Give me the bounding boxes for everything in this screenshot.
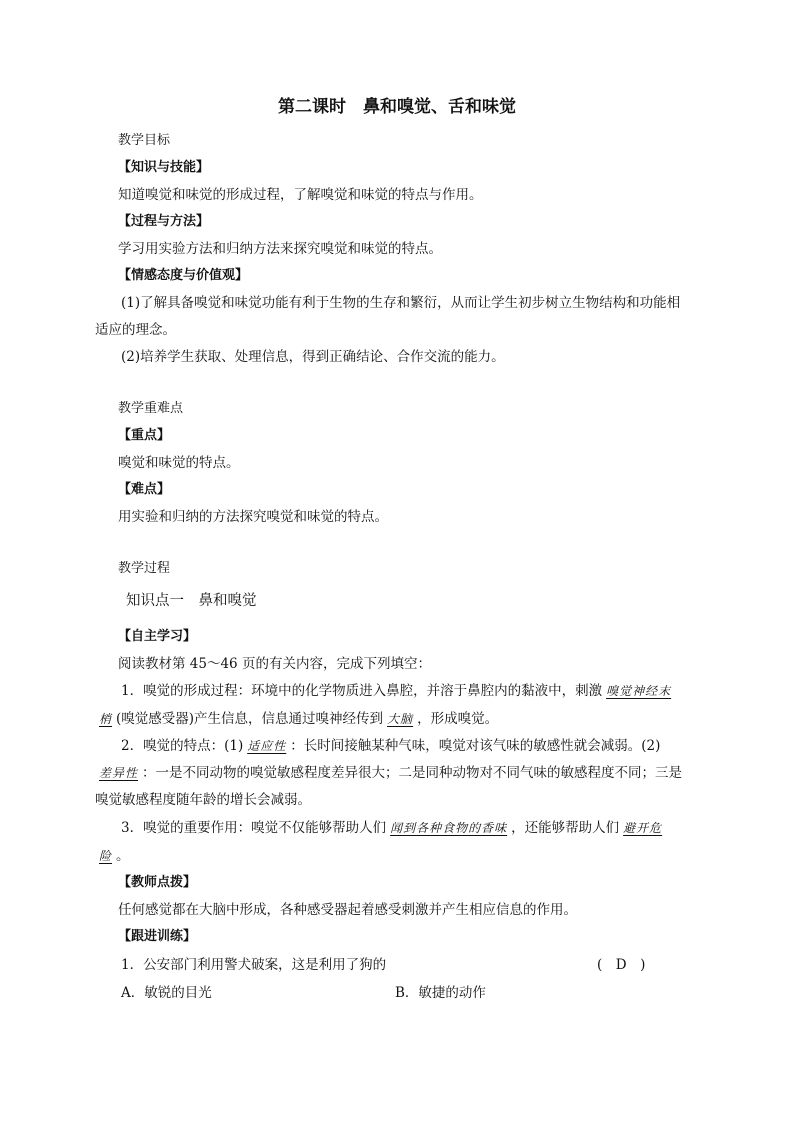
question-2-line-c: 嗅觉敏感程度随年龄的增长会减弱。 bbox=[95, 792, 311, 808]
question-3-line-a: 3．嗅觉的重要作用：嗅觉不仅能够帮助人们 闻到各种食物的香味 ，还能够帮助人们 避开危 bbox=[121, 818, 666, 838]
process-heading: 教学过程 bbox=[118, 561, 171, 576]
fill-answer: 险 bbox=[99, 849, 113, 863]
fill-answer: 大脑 bbox=[387, 712, 414, 726]
knowledge-text: 知道嗅觉和味觉的形成过程，了解嗅觉和味觉的特点与作用。 bbox=[118, 187, 483, 203]
focus-heading: 教学重难点 bbox=[118, 401, 184, 416]
question-2-line-b: 差异性 ：一是不同动物的嗅觉敏感程度差异很大；二是同种动物对不同气味的敏感程度不同；三是 bbox=[95, 763, 682, 783]
teacher-text: 任何感觉都在大脑中形成，各种感受器起着感受刺激并产生相应信息的作用。 bbox=[118, 902, 577, 918]
exercise-1-answer: ( D ) bbox=[597, 957, 646, 973]
attitude-label: 【情感态度与价值观】 bbox=[118, 268, 249, 283]
hard-text: 用实验和归纳的方法探究嗅觉和味觉的特点。 bbox=[118, 509, 388, 525]
fill-answer: 梢 bbox=[99, 712, 113, 726]
process-label: 【过程与方法】 bbox=[118, 214, 210, 229]
fill-answer: 适应性 bbox=[247, 739, 287, 753]
question-3-line-b: 险 。 bbox=[95, 846, 130, 866]
attitude-1-line-a: (1)了解具备嗅觉和味觉功能有利于生物的生存和繁衍，从而让学生初步树立生物结构和功能相 bbox=[121, 295, 681, 311]
self-study-label: 【自主学习】 bbox=[118, 629, 197, 644]
option-a: A．敏锐的目光 bbox=[121, 985, 212, 1001]
question-2-line-a: 2．嗅觉的特点：(1) 适应性 ：长时间接触某种气味，嗅觉对该气味的敏感性就会减弱。(2) bbox=[121, 738, 661, 754]
attitude-1-line-b: 适应的理念。 bbox=[95, 322, 176, 338]
knowledge-label: 【知识与技能】 bbox=[118, 160, 210, 175]
goals-heading: 教学目标 bbox=[118, 133, 171, 148]
key-label: 【重点】 bbox=[118, 428, 171, 443]
page-title: 第二课时 鼻和嗅觉、舌和味觉 bbox=[278, 97, 516, 117]
training-label: 【跟进训练】 bbox=[118, 929, 197, 944]
knowledge-point-1: 知识点一 鼻和嗅觉 bbox=[126, 593, 257, 609]
option-b: B．敏捷的动作 bbox=[395, 985, 486, 1001]
fill-answer: 差异性 bbox=[99, 766, 139, 780]
fill-answer: 避开危 bbox=[623, 821, 663, 835]
key-text: 嗅觉和味觉的特点。 bbox=[118, 455, 240, 471]
teacher-label: 【教师点拨】 bbox=[118, 875, 197, 890]
process-text: 学习用实验方法和归纳方法来探究嗅觉和味觉的特点。 bbox=[118, 241, 442, 257]
fill-answer: 嗅觉神经末 bbox=[606, 684, 672, 698]
hard-label: 【难点】 bbox=[118, 482, 171, 497]
question-1-line-b: 梢 (嗅觉感受器)产生信息，信息通过嗅神经传到 大脑 ，形成嗅觉。 bbox=[95, 709, 498, 729]
read-instruction: 阅读教材第 45～46 页的有关内容，完成下列填空： bbox=[118, 656, 431, 672]
fill-answer: 闻到各种食物的香味 bbox=[390, 821, 508, 835]
attitude-2: (2)培养学生获取、处理信息，得到正确结论、合作交流的能力。 bbox=[121, 349, 505, 365]
exercise-1: 1．公安部门利用警犬破案，这是利用了狗的 bbox=[121, 957, 387, 973]
question-1-line-a: 1．嗅觉的形成过程：环境中的化学物质进入鼻腔，并溶于鼻腔内的黏液中，刺激 嗅觉神经末 bbox=[121, 681, 675, 701]
